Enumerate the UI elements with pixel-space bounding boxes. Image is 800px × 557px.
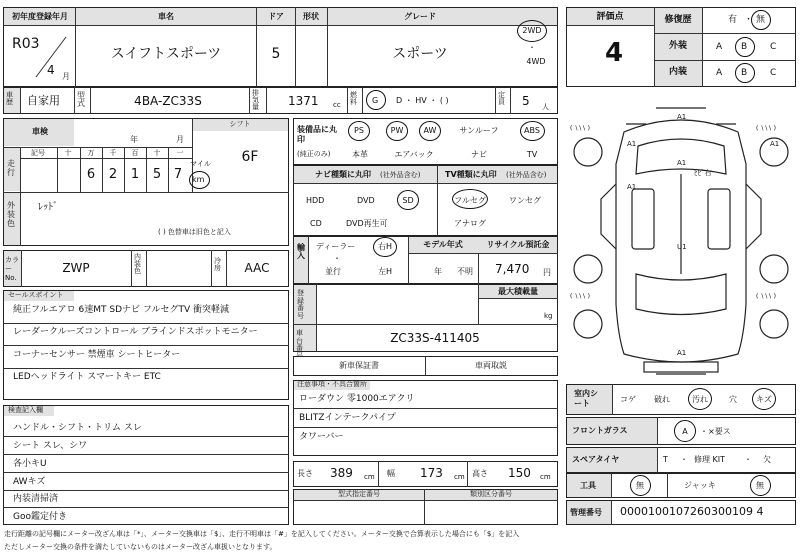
equip-ps: PS: [354, 126, 364, 135]
equip-pw: PW: [390, 126, 404, 135]
chassis-number: ZC33S-411405: [390, 331, 480, 345]
spare-tire-label: スペアタイヤ: [572, 455, 620, 464]
equip-airbag: エアバック: [394, 150, 434, 159]
capacity-value: 5: [522, 94, 530, 108]
damage-rear-bumper: A1: [677, 349, 687, 357]
car-damage-diagram: [566, 104, 796, 380]
seat-scratch: キズ: [756, 395, 772, 404]
equipment-label: 装備品に丸印: [297, 125, 337, 145]
door-count: 5: [271, 46, 281, 62]
model-value: 4BA-ZC33S: [134, 94, 202, 108]
model-year-label: モデル年式: [423, 240, 463, 249]
shape-header: 形状: [303, 12, 319, 21]
displacement-value: 1371: [288, 94, 319, 108]
sales-line-1: 純正フルエアロ 6速MT SDナビ フルセグTV 衝突軽減: [13, 305, 230, 315]
right-hand: 右H: [377, 242, 393, 251]
score-label: 評価点: [596, 12, 624, 22]
tv-type-label: TV種類に丸印: [445, 170, 497, 179]
color-code: ZWP: [62, 261, 90, 275]
footer-note-2: ただしメーター交換の条件を満たしていないものはメーター改ざん車扱いとなります。: [4, 543, 277, 551]
notes-line-3: タワーバー: [299, 432, 344, 442]
inspector-line-1: ハンドル・シフト・トリム スレ: [13, 423, 142, 433]
mileage-digit-1: 6: [86, 167, 96, 182]
score-value: 4: [604, 38, 624, 68]
inspector-line-4: AWキズ: [13, 477, 46, 487]
inspector-line-3: 各小キU: [13, 459, 47, 469]
mileage-digit-4: 5: [152, 167, 162, 182]
damage-hood: A1: [677, 159, 687, 167]
month-unit: 月: [62, 72, 70, 81]
seat-label: 室内シート: [574, 389, 598, 408]
repair-yes: 有: [728, 15, 738, 25]
import-label: 輸入: [297, 243, 305, 260]
width-value: 173: [420, 466, 443, 480]
wheel-spare-right: [760, 310, 788, 338]
class-number-label: 類別区分番号: [470, 490, 512, 498]
height-value: 150: [508, 466, 531, 480]
inspection-label: 車検: [32, 127, 48, 136]
equip-abs: ABS: [524, 126, 540, 135]
vehicle-manual: 車両取説: [475, 361, 507, 370]
seat-dirt: 汚れ: [692, 395, 708, 404]
svg-text:( ∖∖∖ ): ( ∖∖∖ ): [756, 293, 776, 300]
mileage-digit-2: 2: [108, 167, 118, 182]
navi-type-label: ナビ種類に丸印: [315, 170, 371, 179]
management-number: 0000100107260300109 4: [620, 505, 764, 518]
shift-label: シフト: [229, 120, 251, 128]
mileage-digit-3: 1: [130, 167, 140, 182]
drive-4wd: 4WD: [526, 57, 546, 66]
sales-line-4: LEDヘッドライト スマートキー ETC: [13, 372, 161, 382]
sales-line-2: レーダークルーズコントロール ブラインドスポットモニター: [13, 327, 258, 337]
usage-value: 自家用: [27, 94, 60, 107]
windshield-label: フロントガラス: [572, 426, 628, 435]
tools-label: 工具: [580, 481, 596, 490]
mileage-digit-5: 7: [173, 167, 183, 182]
reg-era: R03: [12, 36, 40, 52]
equip-aw: AW: [423, 126, 437, 135]
inspector-label: 検査記入欄: [8, 406, 43, 414]
inspector-line-2: シート スレ、シワ: [13, 441, 88, 451]
inspector-line-5: 内装清掃済: [13, 494, 59, 504]
recycle-label: リサイクル預託金: [486, 240, 550, 249]
type-designation-label: 型式指定番号: [338, 490, 380, 498]
navi-sd: SD: [402, 196, 414, 205]
management-label: 管理番号: [570, 508, 602, 517]
tools-none: 無: [636, 481, 644, 490]
damage-rear: U1: [677, 243, 687, 251]
color-value: ﾚｯﾄﾞ: [38, 202, 58, 213]
repair-no: 無: [756, 15, 766, 25]
wheel-spare-left: [574, 310, 602, 338]
interior-label: 内装: [668, 67, 688, 77]
car-name-header: 車名: [158, 12, 174, 21]
max-load-label: 最大積載量: [498, 287, 538, 296]
first-reg-header: 初年度登録年月: [12, 12, 68, 21]
damage-front: A1: [677, 113, 687, 121]
recycle-value: 7,470: [495, 262, 530, 276]
door-header: ドア: [268, 12, 284, 21]
grade-header: グレード: [404, 12, 436, 21]
km-unit: km: [192, 175, 205, 184]
grade-value: スポーツ: [392, 46, 448, 62]
length-value: 389: [330, 466, 353, 480]
tv-fullseg: フルセグ: [454, 196, 486, 205]
drive-2wd: 2WD: [522, 26, 542, 35]
damage-left: A1: [627, 140, 637, 148]
sales-point-label: セールスポイント: [8, 291, 64, 299]
reg-month: 4: [47, 63, 55, 77]
mileage-label: 走行: [7, 159, 15, 177]
damage-windshield: ﾋﾋﾞ右: [694, 169, 712, 177]
interior-grade: B: [741, 68, 748, 78]
reg-number-label: 登録番号: [297, 289, 304, 321]
windshield-a: A: [682, 427, 688, 436]
exterior-label: 外装: [668, 41, 688, 51]
notes-line-2: BLITZインテークパイプ: [299, 413, 396, 423]
repair-history-label: 修復歴: [664, 15, 692, 25]
damage-right: A1: [770, 140, 780, 148]
ac-code: AAC: [244, 261, 270, 275]
wheel-rear-left: [574, 255, 602, 283]
fuel-gas: G: [372, 96, 379, 105]
new-car-warranty: 新車保証書: [339, 361, 379, 370]
shift-value: 6F: [241, 149, 259, 165]
sales-line-3: コーナーセンサー 禁煙車 シートヒーター: [13, 350, 181, 360]
wheel-front-left: [574, 138, 602, 166]
exterior-grade: B: [741, 42, 748, 52]
svg-text:( ∖∖∖ ): ( ∖∖∖ ): [756, 125, 776, 132]
svg-text:( ∖∖∖ ): ( ∖∖∖ ): [570, 293, 590, 300]
footer-note-1: 走行距離の記号欄にメーター改ざん車は「*」、メーター交換車は「$」、走行不明車は「#」を記入してください。メーター交換で合算表示した場合にも「$」を記入: [4, 530, 520, 538]
notes-label: 注意事項・不具合箇所: [297, 380, 367, 388]
car-name: スイフトスポーツ: [110, 46, 222, 62]
damage-mid: A1: [627, 183, 637, 191]
inspector-line-6: Goo鑑定付き: [13, 512, 67, 522]
jack-none: 無: [756, 481, 764, 490]
notes-line-1: ローダウン 零1000エアクリ: [299, 394, 415, 404]
drive-dot: ・: [528, 43, 536, 52]
color-label: 外装色: [7, 201, 15, 228]
wheel-rear-right: [760, 255, 788, 283]
svg-text:( ∖∖∖ ): ( ∖∖∖ ): [570, 125, 590, 132]
